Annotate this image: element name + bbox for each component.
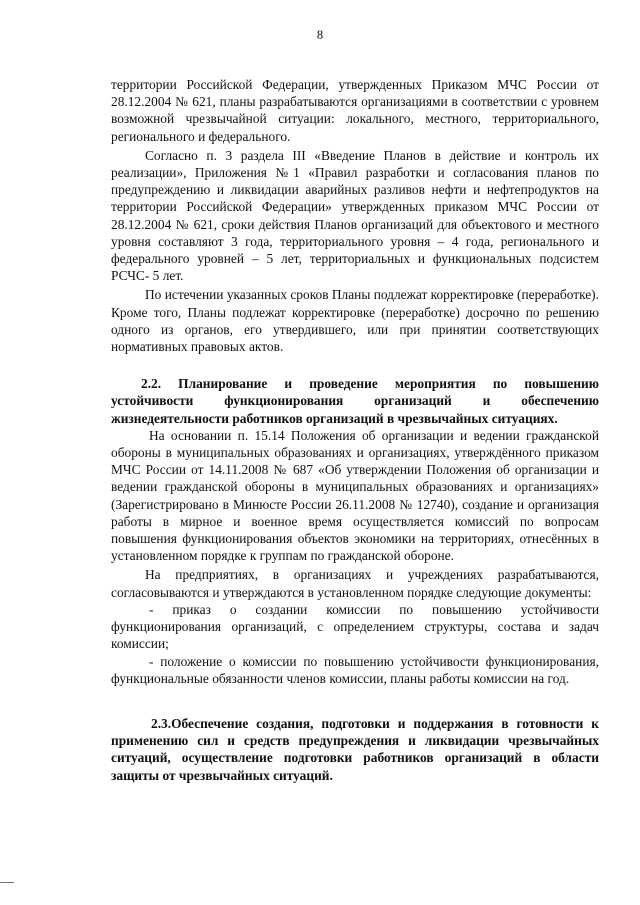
paragraph-civil-defense-basis: На основании п. 15.14 Положения об организации и ведении гражданской обороны в муниципальных образованиях и организациях, утверждённого приказом МЧС России от 14.11.2008 № 687 «Об утверждении Положения об организации и ведении гражданской обороны в муниципальных образованиях и организациях» (Зарегистрировано в Минюсте России 26.11.2008 № 12740), создание и организация работы в мирное и военное время осуществляется комиссий по вопросам повышения функционирования объектов экономики на территориях, отнесённых в установленном порядке к группам по гражданской обороне. xyxy=(111,427,599,564)
list-item-order: - приказ о создании комиссии по повышению устойчивости функционирования организаций, с определением структуры, состава и задач комиссии; xyxy=(111,601,599,652)
scan-edge-mark xyxy=(0,882,14,883)
page-number: 8 xyxy=(316,28,324,42)
document-body xyxy=(111,76,599,784)
paragraph-continuation: территории Российской Федерации, утвержденных Приказом МЧС России от 28.12.2004 № 621, планы разрабатываются организациями в соответствии с уровнем возможной чрезвычайной ситуации: локального, местного, территориального, регионального и федерального. xyxy=(111,77,599,144)
section-heading-2-2: 2.2. Планирование и проведение мероприятия по повышению устойчивости функционирования организаций и обеспечению жизнедеятельности работников организаций в чрезвычайных ситуациях. xyxy=(111,376,599,426)
paragraph-plan-correction: По истечении указанных сроков Планы подлежат корректировке (переработке). Кроме того, Планы подлежат корректировке (переработке) досрочно по решению одного из органов, его утвердившего, или при принятии соответствующих нормативных правовых актов. xyxy=(111,287,599,355)
section-heading-2-3: 2.3.Обеспечение создания, подготовки и поддержания в готовности к применению сил и средств предупреждения и ликвидации чрезвычайных ситуаций, осуществление подготовки работников организаций в области защиты от чрезвычайных ситуаций. xyxy=(111,715,599,783)
list-item-regulation: - положение о комиссии по повышению устойчивости функционирования, функциональные обязанности членов комиссии, планы работы комиссии на год. xyxy=(111,653,599,686)
paragraph-plan-validity: Согласно п. 3 раздела III «Введение Планов в действие и контроль их реализации», Приложения №1 «Правил разработки и согласования планов по предупреждению и ликвидации аварийных разливов нефти и нефтепродуктов на территории Российской Федерации» утвержденных приказом МЧС России от 28.12.2004 № 621, сроки действия Планов организаций для объектового и местного уровня составляют 3 года, территориального уровня – 4 года, регионального и федерального уровней – 5 лет, территориальных и функциональных подсистем РСЧС- 5 лет. xyxy=(111,147,599,284)
paragraph-documents-intro: На предприятиях, в организациях и учреждениях разрабатываются, согласовываются и утверждаются в установленном порядке следующие документы: xyxy=(111,567,599,600)
